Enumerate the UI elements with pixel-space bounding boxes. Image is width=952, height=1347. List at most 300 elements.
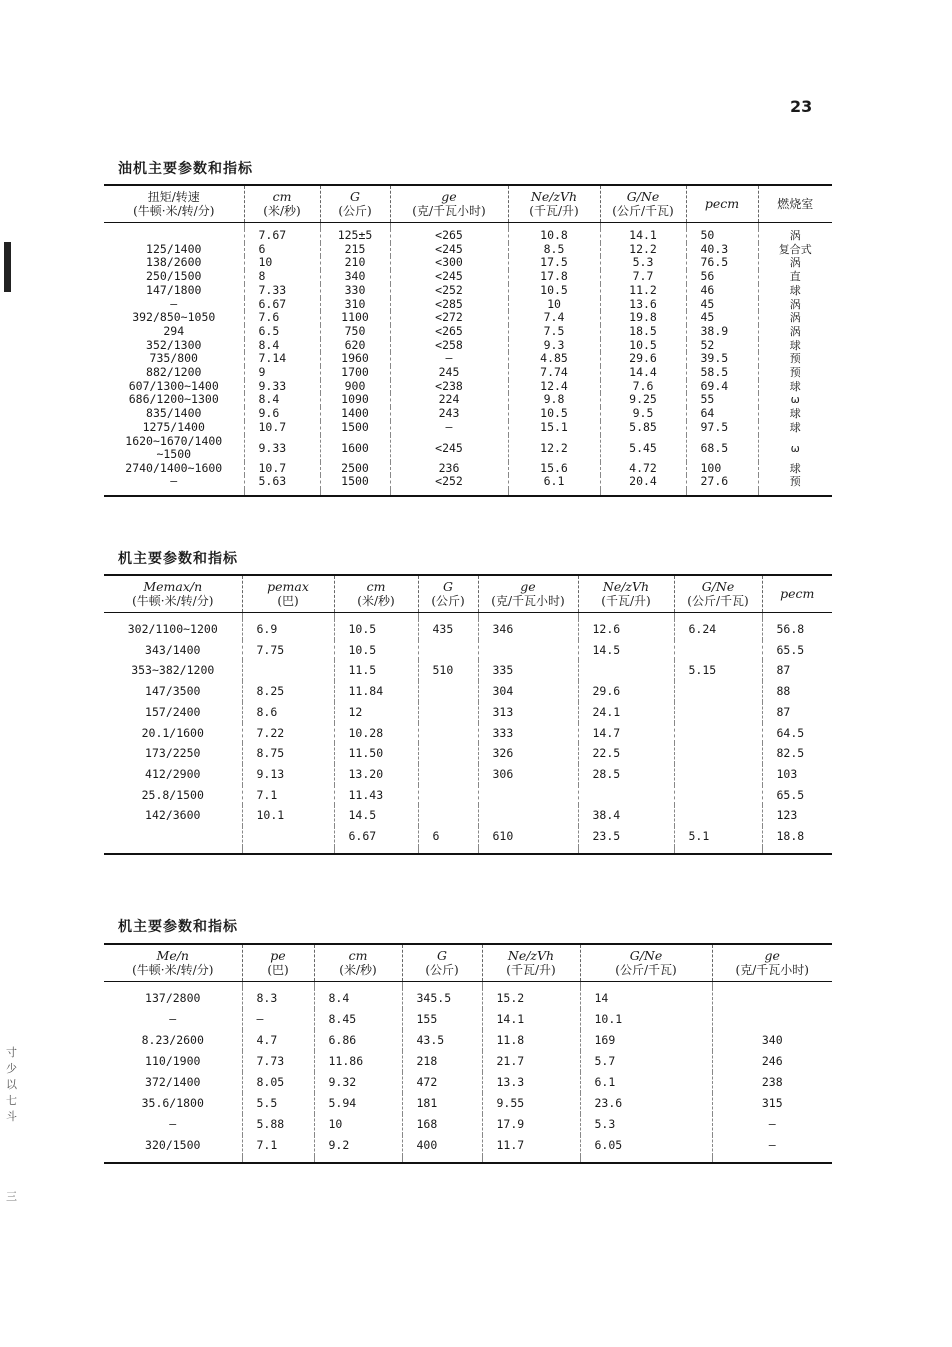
margin-scribble: 寸 少 以 七 斗 [6,1046,17,1123]
table3-cell: 155 [402,1009,482,1030]
table3-cell: 110/1900 [145,1054,201,1068]
table1-header-symbol: G/Ne [626,189,660,204]
table1-cell: 100 [686,462,758,476]
table3-cell: 5.94 [314,1093,402,1114]
table2-cell: 87 [762,702,832,723]
table3-cell: 8.45 [314,1009,402,1030]
table3-header-4 [482,944,580,982]
table2-cell: 326 [478,743,578,764]
table2-header-3 [418,575,478,613]
table3-cell: 7.73 [242,1051,314,1072]
table2-cell: 435 [418,619,478,640]
table3-cell: 5.3 [580,1114,712,1135]
table2-header-unit: (公斤/千瓦) [687,594,749,608]
table3-cell: 35.6/1800 [141,1096,204,1110]
table2-cell [674,723,762,744]
table2-header-symbol: Memax/n [143,579,203,594]
table1-cell: 69.4 [686,380,758,394]
table3-cell: 5.5 [242,1093,314,1114]
table1-cell: 10.5 [600,339,686,353]
table2-title: 机主要参数和指标 [118,551,238,567]
table1-header-2 [320,185,390,223]
table2-header-6 [674,575,762,613]
table1-cell: 9.8 [508,393,600,407]
table1-header-1 [244,185,320,223]
table2-cell: 11.43 [334,785,418,806]
table1-cell: 涡 [758,311,832,325]
table3-cell: — [712,1114,832,1135]
table-row [104,1072,832,1093]
table1-cell: <300 [390,256,508,270]
table2-cell: 87 [762,660,832,681]
table2-header-symbol: cm [366,579,386,594]
table1-cell: 9 [244,366,320,380]
table2-cell: 14.5 [334,805,418,826]
table1-cell: 球 [758,284,832,298]
table1-cell: 9.5 [600,407,686,421]
table1-header-symbol: pecm [704,196,740,211]
table2-cell [104,826,242,847]
table-row [104,421,832,435]
table3-cell: 8.3 [242,988,314,1009]
table3-cell: 23.6 [580,1093,712,1114]
table2-cell [242,826,334,847]
table2-cell: 82.5 [762,743,832,764]
table2-cell: 335 [478,660,578,681]
table1-header-unit: (千瓦/升) [529,204,579,218]
table1-cell: 250/1500 [146,269,202,284]
table3-cell: 168 [402,1114,482,1135]
table1-header-7 [758,185,832,223]
table1-cell: 10.5 [508,407,600,421]
table3-cell: 7.1 [242,1135,314,1156]
table2-cell: 157/2400 [145,704,201,719]
table1-cell: 243 [390,407,508,421]
table1-cell: 8.4 [244,393,320,407]
table2-cell [418,805,478,826]
table1-cell: 64 [686,407,758,421]
table1-cell: 6 [244,243,320,257]
table2-cell: 20.1/1600 [141,725,204,740]
table1-cell: 7.67 [244,229,320,243]
table3-cell: 11.86 [314,1051,402,1072]
table2-cell: 6.24 [674,619,762,640]
table1-cell: 125/1400 [146,241,202,256]
table2-cell: 5.1 [674,826,762,847]
table2-header-unit: (千瓦/升) [601,594,651,608]
table2-header-unit: (公斤) [431,594,465,608]
table3-cell: 6.05 [580,1135,712,1156]
table2-cell: 14.5 [578,640,674,661]
table1-cell: <265 [390,229,508,243]
table1-cell: 7.33 [244,284,320,298]
table-row [104,339,832,353]
table1-cell: 125±5 [320,229,390,243]
table1-cell: 8 [244,270,320,284]
table1-cell: <245 [390,270,508,284]
table3-cell: 8.05 [242,1072,314,1093]
table-row [104,743,832,764]
table2-cell: 7.1 [242,785,334,806]
table3-cell: 340 [712,1030,832,1051]
table3-cell: 13.3 [482,1072,580,1093]
table-row [104,311,832,325]
table3-cell: 315 [712,1093,832,1114]
table1-cell: 27.6 [686,475,758,489]
table2-header-0 [104,575,242,613]
table1-header-unit: (牛顿·米/转/分) [133,204,215,218]
table2-cell: 65.5 [762,785,832,806]
table1-cell: 1275/1400 [142,419,205,434]
table1-cell: 330 [320,284,390,298]
table2-header-symbol: pecm [780,586,815,601]
table-row [104,380,832,394]
table1-cell: 4.72 [600,462,686,476]
table1-cell: 620 [320,339,390,353]
margin-binding-mark [4,242,11,292]
table-row [104,826,832,847]
table1-cell: 1600 [320,435,390,462]
table1-cell: 2500 [320,462,390,476]
table1-cell: 12.4 [508,380,600,394]
table2-cell: 412/2900 [145,766,201,781]
table2-header-5 [578,575,674,613]
table2-cell: 313 [478,702,578,723]
table-row [104,435,832,462]
table1-cell: 7.5 [508,325,600,339]
table3-header-unit: (巴) [267,963,289,977]
table2-cell [674,785,762,806]
table2-header-unit: (克/千瓦小时) [491,594,565,608]
table3-cell: 6.86 [314,1030,402,1051]
table1-cell: 15.1 [508,421,600,435]
table3-cell: 8.4 [314,988,402,1009]
table2-cell: 302/1100~1200 [127,622,218,636]
table-row [104,298,832,312]
table1-cell: 10 [244,256,320,270]
table3-cell: 246 [712,1051,832,1072]
table1-cell: 11.2 [600,284,686,298]
table1-cell: 7.14 [244,352,320,366]
table1-cell: 1500 [320,421,390,435]
table1-cell: 310 [320,298,390,312]
table1-cell: 9.6 [244,407,320,421]
table1-cell: 7.6 [600,380,686,394]
table1-cell: 1100 [320,311,390,325]
table3-cell: 14 [580,988,712,1009]
table1-header-unit: (公斤) [338,204,372,218]
table1-cell: 9.3 [508,339,600,353]
table2-cell: 123 [762,805,832,826]
table3-cell: 10.1 [580,1009,712,1030]
table1-cell: 1700 [320,366,390,380]
table-row [104,270,832,284]
table1-cell: 38.9 [686,325,758,339]
table1-cell: 12.2 [508,435,600,462]
table1-cell: 56 [686,270,758,284]
table1 [104,184,832,497]
table3-cell: 10 [314,1114,402,1135]
table1-body [104,223,832,496]
table2-cell: 29.6 [578,681,674,702]
table-row [104,256,832,270]
table1-cell: 10 [508,298,600,312]
table1-cell: 392/850~1050 [132,310,216,325]
table1-header-symbol: Ne/zVh [530,189,578,204]
table1-cell: 14.1 [600,229,686,243]
table1-cell: ω [758,393,832,407]
table3-cell: 218 [402,1051,482,1072]
table2-header-unit: (巴) [277,594,299,608]
table3-cell: 11.8 [482,1030,580,1051]
table2-header-unit: (米/秒) [357,594,395,608]
table1-cell: 14.4 [600,366,686,380]
table3-cell: 320/1500 [145,1138,201,1152]
table2-cell: 28.5 [578,764,674,785]
table3-header-symbol: ge [764,948,780,963]
table1-header-4 [508,185,600,223]
table3-cell: 238 [712,1072,832,1093]
table1-cell: 1620~1670/1400 ~1500 [125,434,223,462]
table3-cell: — [169,1012,177,1026]
table-row [104,785,832,806]
table2-cell: 13.20 [334,764,418,785]
table1-cell: ω [758,435,832,462]
table-row [104,284,832,298]
table2 [104,574,832,855]
table1-cell: 涡 [758,229,832,243]
table2-cell: 64.5 [762,723,832,744]
table1-cell: 50 [686,229,758,243]
table3-header-0 [104,944,242,982]
table-row [104,988,832,1009]
table3-cell: — [242,1009,314,1030]
table1-cell: 7.6 [244,311,320,325]
table2-cell: 510 [418,660,478,681]
table2-cell: 88 [762,681,832,702]
table3-header-unit: (千瓦/升) [506,963,556,977]
table1-cell: 835/1400 [146,406,202,421]
table3-cell: 9.2 [314,1135,402,1156]
table1-cell: 215 [320,243,390,257]
table-row [104,1093,832,1114]
table3-body [104,982,832,1164]
table1-cell: 18.5 [600,325,686,339]
table3-title: 机主要参数和指标 [118,919,238,935]
table1-cell: 1090 [320,393,390,407]
table-row [104,1114,832,1135]
table1-cell: — [170,296,178,311]
table3-header-6 [712,944,832,982]
table-row [104,229,832,243]
table1-cell: 9.33 [244,435,320,462]
table2-cell: 65.5 [762,640,832,661]
table3-cell: — [712,1135,832,1156]
table1-cell: <285 [390,298,508,312]
table2-cell: 7.75 [242,640,334,661]
table1-cell: 5.45 [600,435,686,462]
table-row [104,681,832,702]
table2-cell: 10.5 [334,640,418,661]
table1-cell: 10.7 [244,421,320,435]
table2-cell: 353~382/1200 [131,663,215,678]
table2-header-symbol: ge [520,579,536,594]
table3-cell [712,1009,832,1030]
table3-header-unit: (公斤) [425,963,459,977]
table1-cell: 750 [320,325,390,339]
table1-cell: 40.3 [686,243,758,257]
table1-cell: 10.5 [508,284,600,298]
table3-cell: 11.7 [482,1135,580,1156]
table2-cell: 10.1 [242,805,334,826]
table2-cell: 56.8 [762,619,832,640]
table2-header-symbol: Ne/zVh [602,579,650,594]
table2-cell: 14.7 [578,723,674,744]
table3-header-row [104,944,832,982]
page-number: 23 [790,97,813,116]
table-row [104,243,832,257]
table2-header-unit: (牛顿·米/转/分) [132,594,214,608]
table2-cell [478,640,578,661]
table1-cell: 预 [758,352,832,366]
table1-cell: 58.5 [686,366,758,380]
table2-cell: 11.5 [334,660,418,681]
table3-header-symbol: G/Ne [629,948,663,963]
table-row [104,1030,832,1051]
table-row [104,366,832,380]
table1-cell: <272 [390,311,508,325]
table2-header-1 [242,575,334,613]
table3-cell: 21.7 [482,1051,580,1072]
table1-cell [104,229,244,243]
table1-cell: 4.85 [508,352,600,366]
table-row [104,660,832,681]
table1-header-3 [390,185,508,223]
table1-cell: 9.25 [600,393,686,407]
table1-cell: 17.5 [508,256,600,270]
table3-cell: 8.23/2600 [141,1033,204,1047]
table-row [104,702,832,723]
table1-cell: 340 [320,270,390,284]
table2-cell: 9.13 [242,764,334,785]
table1-cell: — [390,352,508,366]
table-row [104,1009,832,1030]
table1-cell: — [390,421,508,435]
table-row [104,1051,832,1072]
table3-cell: 9.32 [314,1072,402,1093]
table1-title: 油机主要参数和指标 [118,161,253,177]
table3-header-2 [314,944,402,982]
table2-cell: 142/3600 [145,808,201,823]
table3-cell: 17.9 [482,1114,580,1135]
margin-scribble-2: 三 [6,1190,17,1203]
table2-header-symbol: G [443,579,453,594]
table1-cell: 球 [758,421,832,435]
table1-cell: 涡 [758,256,832,270]
table1-cell: 球 [758,339,832,353]
table1-cell: <252 [390,284,508,298]
table1-cell: 15.6 [508,462,600,476]
table1-cell: 45 [686,298,758,312]
table1-cell: 7.74 [508,366,600,380]
table3-cell: 14.1 [482,1009,580,1030]
table1-cell: 8.5 [508,243,600,257]
table2-cell [418,785,478,806]
table2-cell [418,743,478,764]
table2-cell: 610 [478,826,578,847]
table2-header-7 [762,575,832,613]
table1-cell: 10.7 [244,462,320,476]
table1-cell: 1960 [320,352,390,366]
table-row [104,475,832,489]
table2-cell: 173/2250 [145,746,201,761]
table1-cell: 13.6 [600,298,686,312]
table1-cell: 224 [390,393,508,407]
table1-cell: 6.5 [244,325,320,339]
table2-header-symbol: G/Ne [701,579,735,594]
table1-cell: 45 [686,311,758,325]
table1-cell: <245 [390,435,508,462]
table3-cell: 15.2 [482,988,580,1009]
table3-header-3 [402,944,482,982]
table1-header-5 [600,185,686,223]
table1-header-unit: (克/千瓦小时) [412,204,486,218]
table1-cell: 涡 [758,298,832,312]
table2-cell [674,743,762,764]
table-row [104,407,832,421]
table1-header-symbol: ge [441,189,457,204]
table1-header-unit: (公斤/千瓦) [612,204,674,218]
table1-cell: 9.33 [244,380,320,394]
table2-cell: 346 [478,619,578,640]
table3-cell: 43.5 [402,1030,482,1051]
table1-header-unit: (米/秒) [263,204,301,218]
table1-cell: 8.4 [244,339,320,353]
table3-header-unit: (公斤/千瓦) [615,963,677,977]
table3-cell: 5.7 [580,1051,712,1072]
table-row [104,325,832,339]
table2-cell: 6 [418,826,478,847]
table3-header-symbol: Ne/zVh [507,948,555,963]
table1-cell: 5.63 [244,475,320,489]
table2-cell [418,702,478,723]
table2-cell: 11.50 [334,743,418,764]
table1-cell: 5.85 [600,421,686,435]
table3-cell: 372/1400 [145,1075,201,1089]
table1-cell: 294 [163,323,185,338]
table2-cell: 18.8 [762,826,832,847]
table-row [104,640,832,661]
table1-cell: 17.8 [508,270,600,284]
table2-cell [578,660,674,681]
table1-cell: 147/1800 [146,282,202,297]
table2-cell: 11.84 [334,681,418,702]
table2-cell [418,681,478,702]
table3-cell [712,988,832,1009]
table1-header-symbol: cm [272,189,292,204]
table3-header-symbol: pe [270,948,286,963]
table1-cell: 预 [758,366,832,380]
table2-cell [418,764,478,785]
table1-cell: 55 [686,393,758,407]
table2-cell: 25.8/1500 [141,787,204,802]
table2-cell: 147/3500 [145,684,201,699]
table2-cell: 6.67 [334,826,418,847]
table1-cell: <258 [390,339,508,353]
table1-header-row [104,185,832,223]
table-row [104,1135,832,1156]
table1-cell: 882/1200 [146,365,202,380]
